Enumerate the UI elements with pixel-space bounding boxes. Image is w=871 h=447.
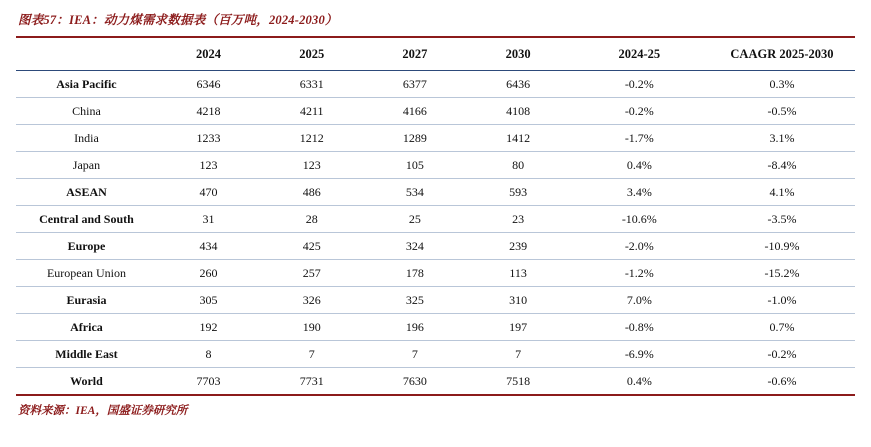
cell-2027: 105 xyxy=(363,152,466,179)
table-row xyxy=(16,368,855,395)
cell-caagr: 3.1% xyxy=(709,125,855,152)
table-header-row xyxy=(16,38,855,71)
cell-2027: 1289 xyxy=(363,125,466,152)
table-row xyxy=(16,71,855,98)
cell-2024-25: -0.2% xyxy=(570,98,709,125)
cell-2024: 305 xyxy=(157,287,260,314)
cell-caagr: -0.5% xyxy=(709,98,855,125)
cell-2025: 257 xyxy=(260,260,363,287)
cell-2030: 4108 xyxy=(467,98,570,125)
cell-caagr: -0.2% xyxy=(709,341,855,368)
cell-2027: 7 xyxy=(363,341,466,368)
cell-2024-25: -0.2% xyxy=(570,71,709,98)
cell-2024: 4218 xyxy=(157,98,260,125)
table-row xyxy=(16,179,855,206)
cell-caagr: 4.1% xyxy=(709,179,855,206)
table-row xyxy=(16,98,855,125)
cell-2027: 6377 xyxy=(363,71,466,98)
table-row xyxy=(16,341,855,368)
cell-2024-25: 7.0% xyxy=(570,287,709,314)
cell-caagr: -0.6% xyxy=(767,373,797,388)
row-label: Asia Pacific xyxy=(16,71,157,98)
cell-2025: 6331 xyxy=(260,71,363,98)
cell-2024: 7703 xyxy=(196,373,221,388)
cell-caagr: -8.4% xyxy=(709,152,855,179)
table-row xyxy=(16,152,855,179)
cell-2025: 1212 xyxy=(260,125,363,152)
cell-2030: 239 xyxy=(467,233,570,260)
cell-2024: 8 xyxy=(157,341,260,368)
cell-2025: 123 xyxy=(260,152,363,179)
cell-2024: 470 xyxy=(157,179,260,206)
cell-2025: 425 xyxy=(260,233,363,260)
cell-2024-25: -10.6% xyxy=(570,206,709,233)
cell-2025: 7 xyxy=(260,341,363,368)
cell-2024: 192 xyxy=(157,314,260,341)
row-label: Central and South xyxy=(16,206,157,233)
row-label: Eurasia xyxy=(16,287,157,314)
cell-2024: 123 xyxy=(157,152,260,179)
cell-2027: 4166 xyxy=(363,98,466,125)
cell-2025: 486 xyxy=(260,179,363,206)
cell-2030: 310 xyxy=(467,287,570,314)
col-header-region xyxy=(16,38,157,71)
col-header-2024-25: 2024-25 xyxy=(618,47,661,61)
cell-caagr: -10.9% xyxy=(709,233,855,260)
row-label: China xyxy=(16,98,157,125)
row-label: Middle East xyxy=(16,341,157,368)
cell-2030: 113 xyxy=(467,260,570,287)
cell-2030: 1412 xyxy=(467,125,570,152)
cell-2030: 23 xyxy=(467,206,570,233)
cell-2025: 190 xyxy=(260,314,363,341)
cell-2030: 593 xyxy=(467,179,570,206)
col-header-caagr: CAAGR 2025-2030 xyxy=(730,47,834,61)
cell-2027: 324 xyxy=(363,233,466,260)
cell-2027: 534 xyxy=(363,179,466,206)
cell-2027: 178 xyxy=(363,260,466,287)
row-label: India xyxy=(16,125,157,152)
cell-2024: 31 xyxy=(157,206,260,233)
cell-caagr: 0.3% xyxy=(709,71,855,98)
table-row xyxy=(16,314,855,341)
cell-2025: 28 xyxy=(260,206,363,233)
cell-caagr: -3.5% xyxy=(709,206,855,233)
cell-2024-25: 0.4% xyxy=(570,152,709,179)
cell-2024: 434 xyxy=(157,233,260,260)
cell-2027: 196 xyxy=(363,314,466,341)
cell-caagr: -1.0% xyxy=(709,287,855,314)
cell-2027: 325 xyxy=(363,287,466,314)
cell-caagr: 0.7% xyxy=(709,314,855,341)
cell-2024: 260 xyxy=(157,260,260,287)
coal-demand-table xyxy=(16,38,855,394)
cell-2024-25: 0.4% xyxy=(626,373,652,388)
col-header-2024: 2024 xyxy=(196,47,222,61)
col-header-2030: 2030 xyxy=(505,47,531,61)
cell-2024-25: -1.7% xyxy=(570,125,709,152)
row-label: World xyxy=(70,373,103,388)
figure-title: 图表57：IEA：动力煤需求数据表（百万吨，2024-2030） xyxy=(18,13,338,27)
table-row xyxy=(16,260,855,287)
cell-2030: 6436 xyxy=(467,71,570,98)
table-row xyxy=(16,125,855,152)
cell-2024-25: -2.0% xyxy=(570,233,709,260)
cell-2025: 7731 xyxy=(299,373,324,388)
row-label: Africa xyxy=(16,314,157,341)
cell-2030: 7518 xyxy=(506,373,531,388)
row-label: Europe xyxy=(16,233,157,260)
cell-2027: 25 xyxy=(363,206,466,233)
cell-2024-25: -1.2% xyxy=(570,260,709,287)
cell-2024-25: -6.9% xyxy=(570,341,709,368)
cell-2025: 4211 xyxy=(260,98,363,125)
cell-2027: 7630 xyxy=(402,373,427,388)
col-header-2025: 2025 xyxy=(299,47,325,61)
table-row xyxy=(16,206,855,233)
cell-caagr: -15.2% xyxy=(709,260,855,287)
cell-2030: 197 xyxy=(467,314,570,341)
cell-2024: 1233 xyxy=(157,125,260,152)
figure-source: 资料来源：IEA，国盛证券研究所 xyxy=(18,405,188,418)
table-row xyxy=(16,233,855,260)
table-header xyxy=(16,38,855,71)
table-row xyxy=(16,287,855,314)
cell-2025: 326 xyxy=(260,287,363,314)
cell-2024: 6346 xyxy=(157,71,260,98)
table-body xyxy=(16,71,855,395)
cell-2030: 7 xyxy=(467,341,570,368)
cell-2024-25: -0.8% xyxy=(570,314,709,341)
row-label: Japan xyxy=(16,152,157,179)
cell-2024-25: 3.4% xyxy=(570,179,709,206)
row-label: European Union xyxy=(16,260,157,287)
row-label: ASEAN xyxy=(16,179,157,206)
col-header-2027: 2027 xyxy=(402,47,428,61)
cell-2030: 80 xyxy=(467,152,570,179)
